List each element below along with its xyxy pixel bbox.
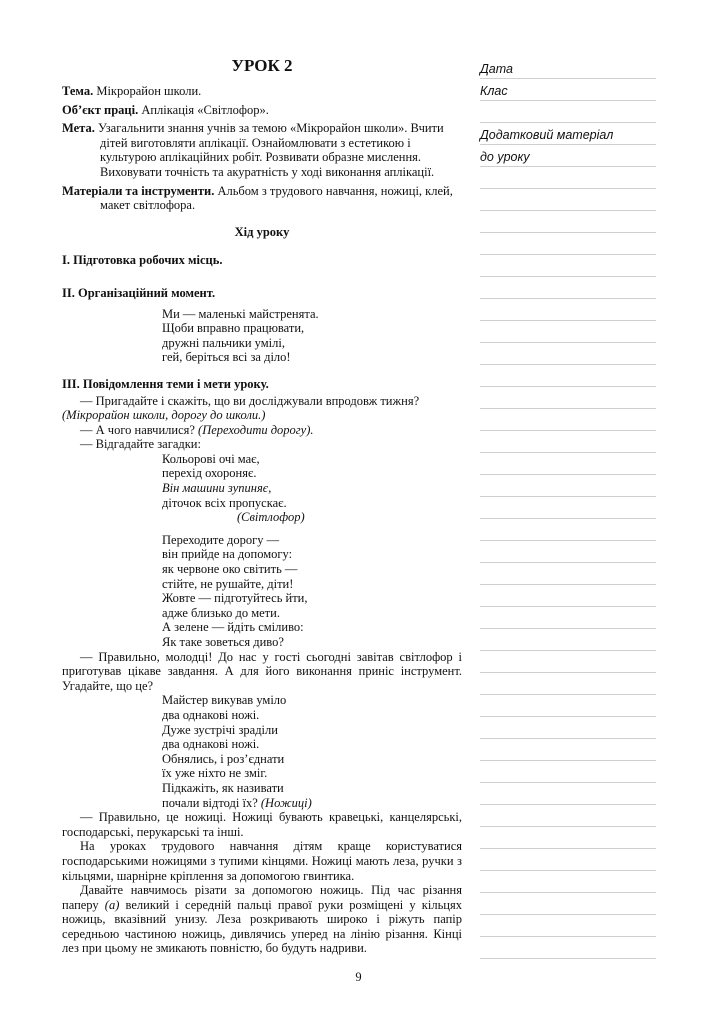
date-label: Дата <box>480 62 517 76</box>
notes-line[interactable] <box>480 870 656 893</box>
notes-line[interactable] <box>480 540 656 563</box>
notes-line[interactable] <box>480 694 656 717</box>
lesson-progress-heading: Хід уроку <box>234 224 290 239</box>
question-1: — Пригадайте і скажіть, що ви досліджували впродовж тижня? <box>80 393 420 408</box>
question-2 <box>62 423 462 438</box>
notes-line[interactable] <box>480 364 656 387</box>
riddle-line: Кольорові очі має, <box>162 451 260 466</box>
page-number: 9 <box>355 970 362 984</box>
question-2-answer: (Переходити дорогу). <box>194 422 314 437</box>
riddle-line-last <box>162 796 462 811</box>
notes-line[interactable] <box>480 914 656 937</box>
lesson-content <box>62 56 462 956</box>
riddle-line: Дуже зустрічі зраділи <box>162 722 278 737</box>
materials-label: Матеріали та інструменти. <box>62 183 215 198</box>
work-object-line <box>62 103 462 118</box>
riddle-line: два однакові ножі. <box>162 707 260 722</box>
notes-line[interactable] <box>480 716 656 739</box>
notes-line[interactable] <box>480 672 656 695</box>
section-heading-2: II. Організаційний момент. <box>62 285 216 300</box>
extra-material-label-2: до уроку <box>480 150 534 164</box>
notes-line[interactable] <box>480 210 656 233</box>
riddle-line: Майстер викував уміло <box>162 693 287 708</box>
notes-line[interactable] <box>480 782 656 805</box>
verse-line: дружні пальчики умілі, <box>162 335 285 350</box>
verse-line: як червоне око світить — <box>162 562 298 577</box>
goal-text: Узагальнити знання учнів за темою «Мікрорайон школи». Вчити дітей виготовляти аплікації. Ознайомлювати з естетикою і культурою аплікаційних робіт. Розвивати образне мислення. Виховувати точність та акуратність у ході виконання аплікації. <box>94 121 444 179</box>
notes-line[interactable] <box>480 452 656 475</box>
notes-line[interactable] <box>480 804 656 827</box>
riddle-last-text: почали відтоді їх? <box>162 795 258 810</box>
verse-line: Щоби вправно працювати, <box>162 321 305 336</box>
notes-line[interactable] <box>480 518 656 541</box>
notes-line[interactable] <box>480 276 656 299</box>
question-3: — Відгадайте загадки: <box>80 437 201 452</box>
work-object-label: Об’єкт праці. <box>62 102 139 117</box>
extra-material-label: Додатковий матеріал <box>480 128 617 142</box>
riddle-traffic-light <box>62 452 462 525</box>
riddle-scissors <box>62 693 462 810</box>
riddle-line: Обнялись, і роз’єднати <box>162 751 285 766</box>
class-line[interactable] <box>480 78 656 101</box>
riddle-answer: (Світлофор) <box>237 510 305 525</box>
cutting-text-a: Давайте навчимось різати за допомогою ножиць. Під час різання паперу <box>62 883 462 912</box>
notes-line[interactable] <box>480 760 656 783</box>
riddle-line: діточок всіх пропускає. <box>162 495 287 510</box>
notes-line[interactable] <box>480 430 656 453</box>
question-1-answer: (Мікрорайон школи, дорогу до школи.) <box>62 408 266 423</box>
notes-line[interactable] <box>480 386 656 409</box>
question-2-text: — А чого навчилися? <box>80 422 195 437</box>
riddle-line: два однакові ножі. <box>162 737 260 752</box>
notes-line[interactable] <box>480 342 656 365</box>
paragraph-traffic-light-guest: — Правильно, молодці! До нас у гості сьогодні завітав світлофор і приготував цікаве завдання. А для його виконання приніс інструмент. Угадайте, що це? <box>62 649 462 693</box>
cutting-figure-ref: (а) <box>104 897 120 912</box>
verse-line: Як таке зоветься диво? <box>162 635 284 649</box>
verse-line: стійте, не рушайте, діти! <box>162 576 294 591</box>
riddle-line: перехід охороняє. <box>162 466 257 481</box>
goal-paragraph <box>62 121 462 179</box>
notes-line[interactable] <box>480 892 656 915</box>
verse-line: А зелене — йдіть сміливо: <box>162 620 304 635</box>
notes-line[interactable] <box>480 320 656 343</box>
verse-line: він прийде на допомогу: <box>162 547 293 562</box>
cutting-text-b: великий і середній пальці правої руки розміщені у кільцях ножиць, вказівний унизу. Леза розкривають широко і ріжуть папір середньою частиною ножиць, дивлячись уперед на лінію різання. Кінці лез при цьому не змикають повністю, бо будуть надриви. <box>62 897 462 956</box>
notes-line[interactable] <box>480 474 656 497</box>
verse-line: Переходите дорогу — <box>162 532 280 547</box>
verse-line: Ми — маленькі майстренята. <box>162 306 319 321</box>
notes-line[interactable] <box>480 826 656 849</box>
riddle-line: Підкажіть, як називати <box>162 780 284 795</box>
notes-line[interactable] <box>480 254 656 277</box>
notes-line[interactable] <box>480 188 656 211</box>
work-object-text: Аплікація «Світлофор». <box>138 102 269 117</box>
verse-organizational <box>62 307 462 365</box>
notes-line[interactable] <box>480 232 656 255</box>
paragraph-scissors-types: — Правильно, це ножиці. Ножиці бувають кравецькі, канцелярські, господарські, перукарські та інші. <box>62 810 462 839</box>
verse-line: Жовте — підготуйтесь йти, <box>162 591 308 606</box>
extra-material-line-2[interactable] <box>480 144 656 167</box>
lesson-title: УРОК 2 <box>231 56 293 75</box>
notes-line[interactable] <box>480 738 656 761</box>
notes-line[interactable] <box>480 936 656 959</box>
paragraph-cutting <box>62 883 462 956</box>
verse-line: адже близько до мети. <box>162 605 280 620</box>
topic-text: Мікрорайон школи. <box>93 84 202 98</box>
date-line[interactable] <box>480 56 656 79</box>
notes-line[interactable] <box>480 562 656 585</box>
riddle-line: Він машини зупиняє, <box>162 481 272 496</box>
class-label: Клас <box>480 84 512 98</box>
notes-line[interactable] <box>480 584 656 607</box>
notes-line[interactable] <box>480 650 656 673</box>
paragraph-scissors-parts: На уроках трудового навчання дітям краще користуватися господарськими ножицями з тупими кінцями. Ножиці мають леза, ручки з кільцями, шарнірне кріплення за допомогою гвинтика. <box>62 839 462 883</box>
notes-line[interactable] <box>480 166 656 189</box>
notes-line[interactable] <box>480 628 656 651</box>
topic-line <box>62 84 462 99</box>
materials-text: Альбом з трудового навчання, ножиці, клей, макет світлофора. <box>100 183 453 213</box>
goal-label: Мета. <box>62 121 95 136</box>
notes-line[interactable] <box>480 298 656 321</box>
notes-line[interactable] <box>480 606 656 629</box>
materials-paragraph <box>62 184 462 213</box>
extra-material-line[interactable] <box>480 122 656 145</box>
section-heading-1: I. Підготовка робочих місць. <box>62 253 223 268</box>
section-heading-3: III. Повідомлення теми і мети уроку. <box>62 376 269 391</box>
topic-label: Тема. <box>62 84 94 98</box>
riddle-line: їх уже ніхто не зміг. <box>162 766 268 781</box>
verse-line: гей, беріться всі за діло! <box>162 350 291 365</box>
verse-crossing-road <box>62 533 462 650</box>
notes-line[interactable] <box>480 100 656 123</box>
notes-line[interactable] <box>480 408 656 431</box>
riddle-answer: (Ножиці) <box>257 795 312 810</box>
notes-line[interactable] <box>480 496 656 519</box>
notes-line[interactable] <box>480 848 656 871</box>
